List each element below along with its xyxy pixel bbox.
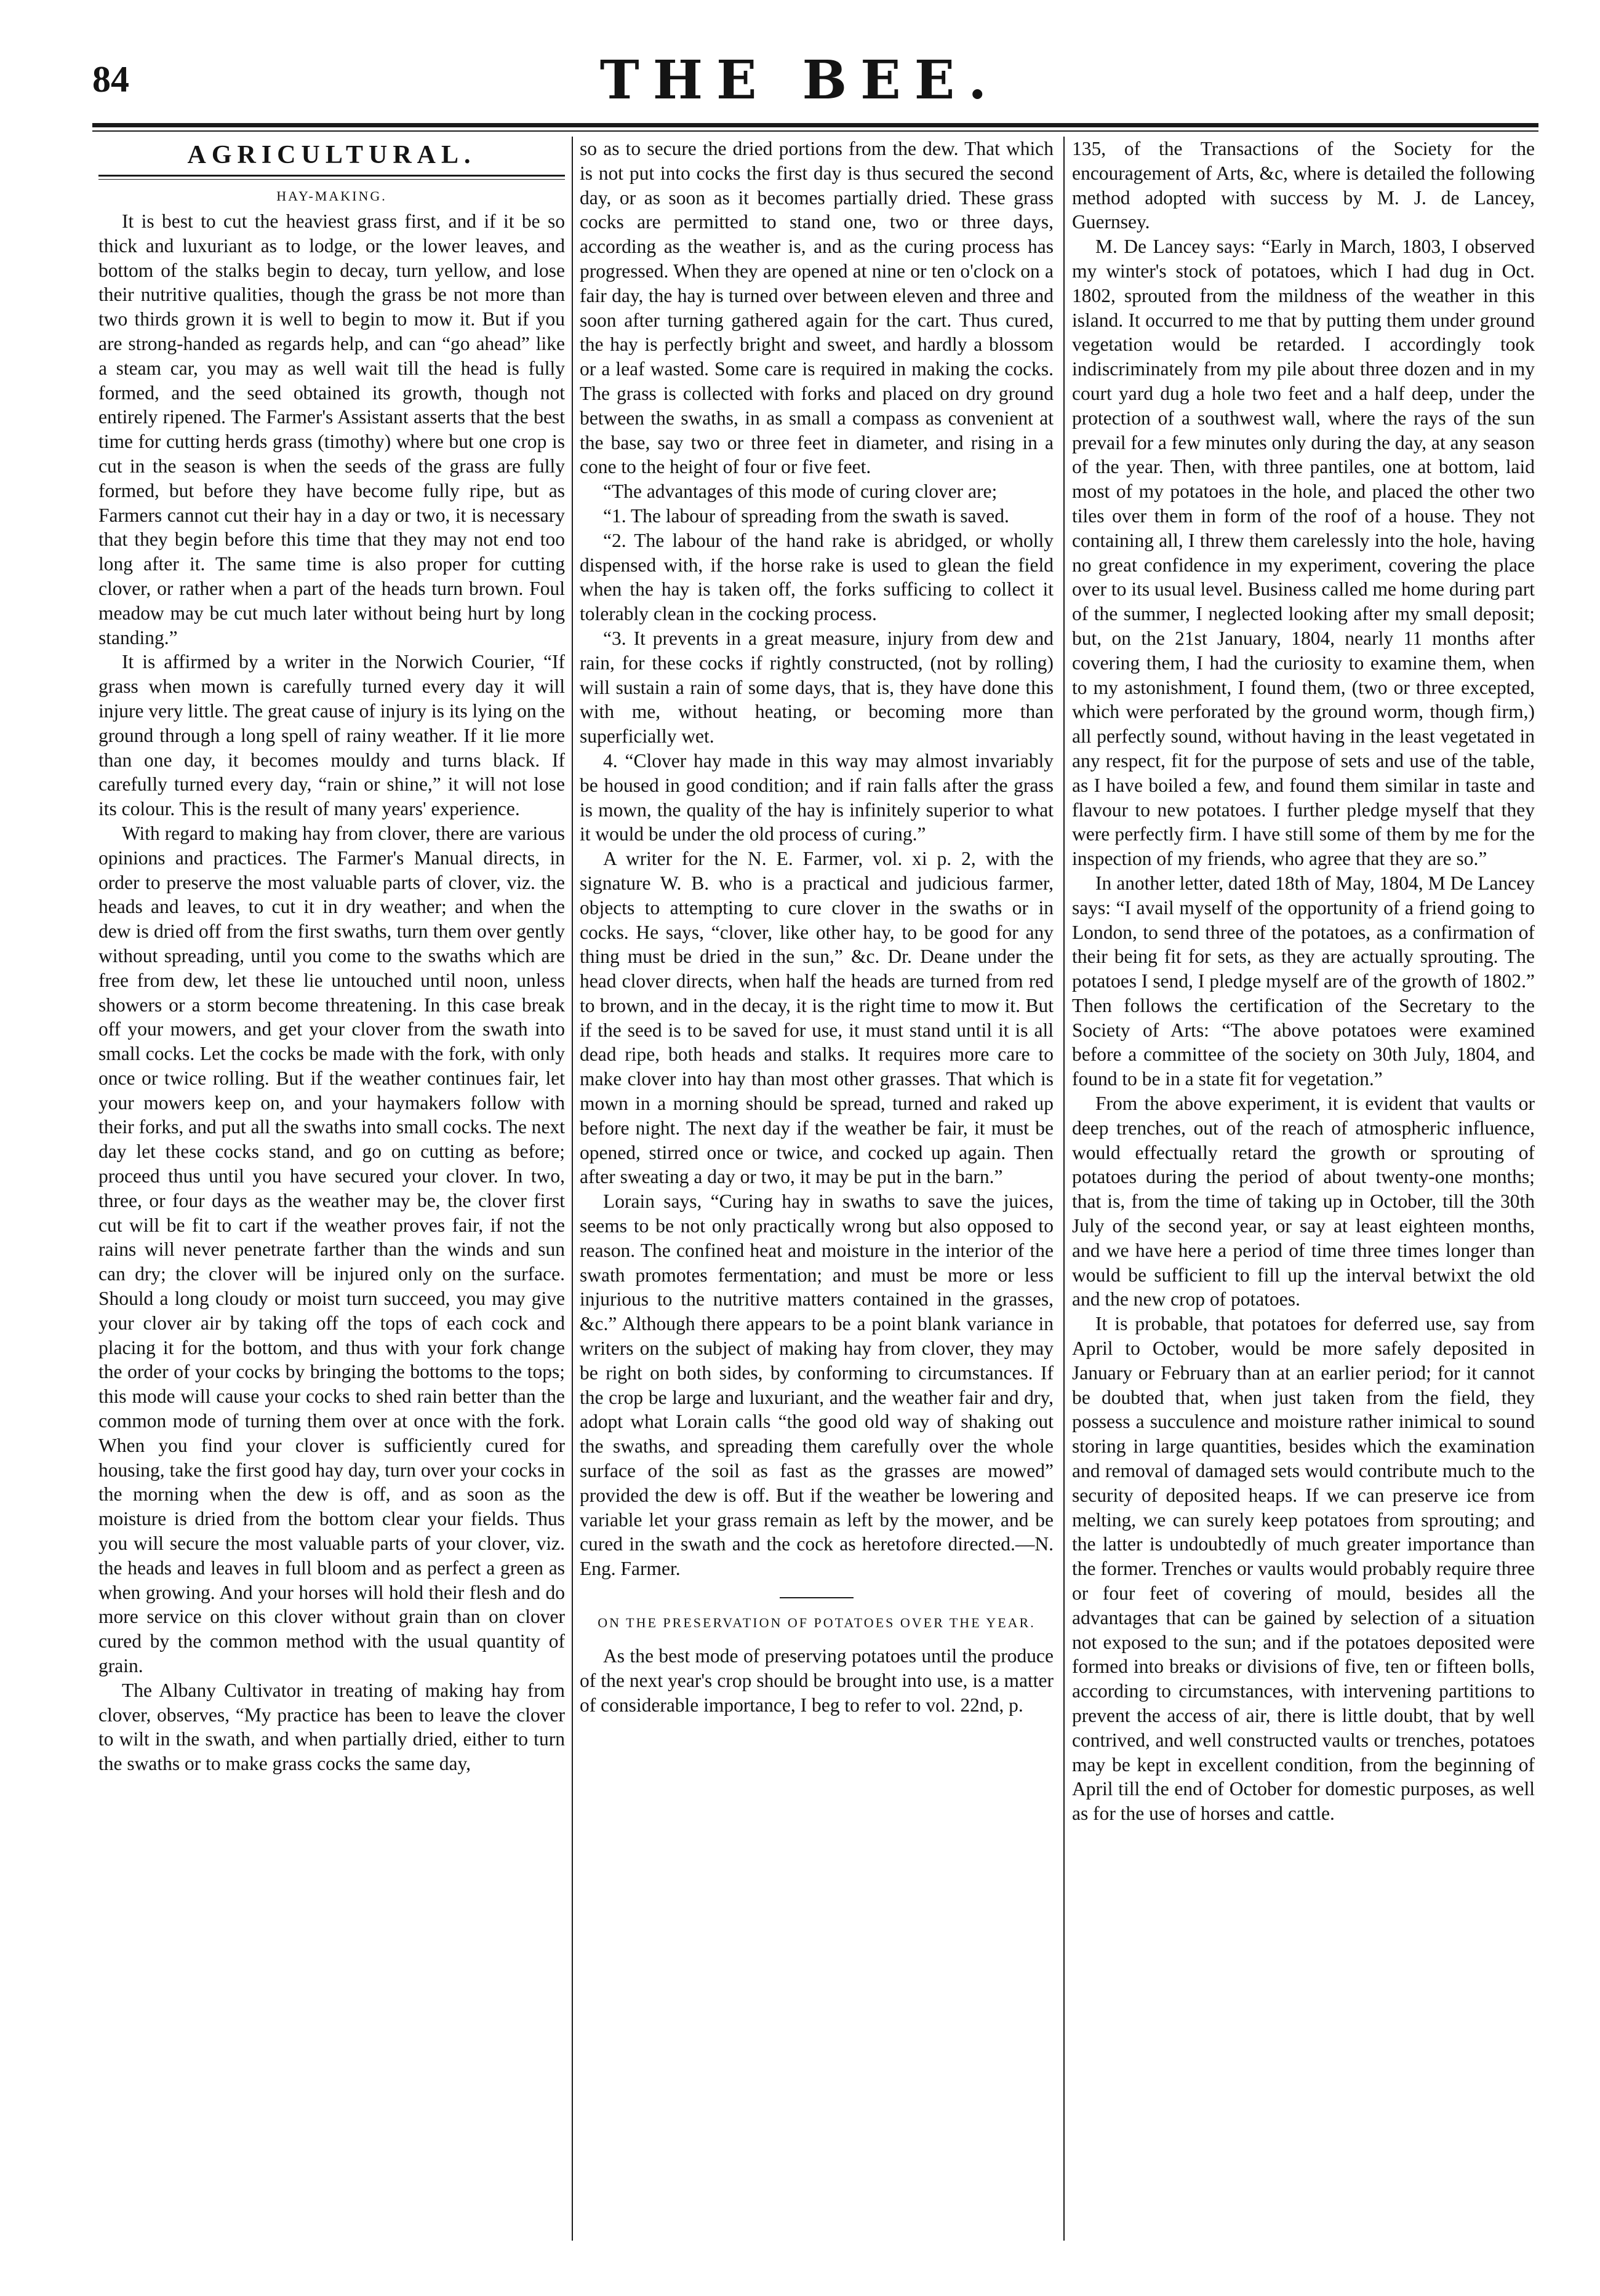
- column-divider-2: [1063, 137, 1065, 2241]
- paragraph: The Albany Cultivator in treating of making hay from clover, observes, “My practice has been to leave the clover to wilt in the swath, and when partially dried, either to turn the swaths or to make grass cocks the same day,: [98, 1679, 565, 1775]
- paragraph: It is probable, that potatoes for deferred use, say from April to October, would be more safely deposited in January or February than at an earlier period; for it cannot be doubted that, when just taken from the field, they possess a succulence and moisture rather inimical to sound storing in large quantities, besides which the examination and removal of damaged sets would contribute much to the security of deposited heaps. If we can preserve ice from melting, we can surely keep potatoes from sprouting; and the latter is undoubtedly of much greater importance than the former. Trenches or vaults would probably require three or four feet of covering of mould, besides all the advantages that can be gained by selection of a situation not exposed to the sun; and if the potatoes deposited were formed into breaks or divisions of five, ten or fifteen bolls, according to circumstances, with intervening partitions to prevent the access of air, there is little doubt, that by well contrived, and well constructed vaults or trenches, potatoes may be kept in excellent condition, from the beginning of April till the end of October for domestic purposes, as well as for the use of horses and cattle.: [1072, 1313, 1535, 1825]
- column-3: [1072, 137, 1535, 2241]
- article-separator: [780, 1597, 854, 1598]
- paragraph: Lorain says, “Curing hay in swaths to save the juices, seems to be not only practically wrong but also opposed to reason. The confined heat and moisture in the interior of the swath promotes fermentation; and must be more or less injurious to the nutritive matters contained in the grasses, &c.” Although there appears to be a point blank variance in writers on the subject of making hay from clover, they may be right on both sides, by conforming to circumstances. If the crop be large and luxuriant, and the weather fair and dry, adopt what Lorain calls “the good old way of shaking out the swaths, and spreading them carefully over the whole surface of the soil as fast as the grasses are mowed” provided the dew is off. But if the weather be lowering and variable let your grass remain as left by the mower, and be cured in the swath and the cock as heretofore directed.—N. Eng. Farmer.: [580, 1190, 1054, 1580]
- paragraph: “3. It prevents in a great measure, injury from dew and rain, for these cocks if rightly constructed, (not by rolling) will sustain a rain of some days, that is, they have done this with me, without heating, or becoming more than superficially wet.: [580, 627, 1054, 747]
- paragraph: “The advantages of this mode of curing clover are;: [603, 480, 998, 503]
- paragraph: As the best mode of preserving potatoes until the produce of the next year's crop should be brought into use, is a matter of considerable importance, I beg to refer to vol. 22nd, p.: [580, 1645, 1054, 1716]
- paragraph: 4. “Clover hay made in this way may almost invariably be housed in good condition; and if rain falls after the grass is mown, the quality of the hay is infinitely superior to what it would be under the old process of curing.”: [580, 749, 1054, 845]
- paragraph: “2. The labour of the hand rake is abridged, or wholly dispensed with, if the horse rake is used to glean the field when the hay is taken off, the forks sufficing to collect it tolerably clean in the cocking process.: [580, 529, 1054, 625]
- paragraph: From the above experiment, it is evident that vaults or deep trenches, out of the reach of atmospheric influence, would effectually retard the growth or sprouting of potatoes during the period of about twenty-one months; that is, from the time of taking up in October, till the 30th July of the second year, or say at least eighteen months, and we have here a period of time three times longer than would be sufficient to fill up the interval betwixt the old and the new crop of potatoes.: [1072, 1093, 1535, 1310]
- paragraph: In another letter, dated 18th of May, 1804, M De Lancey says: “I avail myself of the opportunity of a friend going to London, to send three of the potatoes, as a confirmation of their being fit for sets, as they are actually sprouting. The potatoes I send, I pledge myself are of the growth of 1802.” Then follows the certification of the Secretary to the Society of Arts: “The above potatoes were examined before a committee of the society on 30th July, 1804, and found to be in a state fit for vegetation.”: [1072, 872, 1535, 1090]
- column-2: [580, 137, 1054, 2241]
- column-divider-1: [572, 137, 573, 2241]
- article-subheading: HAY-MAKING.: [276, 188, 387, 204]
- potatoes-article-heading: ON THE PRESERVATION OF POTATOES OVER THE YEAR.: [598, 1615, 1036, 1631]
- page-number: 84: [92, 59, 129, 100]
- paragraph: so as to secure the dried portions from the dew. That which is not put into cocks the first day is thus secured the second day, or as soon as it becomes partially dried. These grass cocks are permitted to stand one, two or three days, according as the weather is, and as the curing process has progressed. When they are opened at nine or ten o'clock on a fair day, the hay is turned over between eleven and three and soon after turning gathered again for the cart. Thus cured, the hay is perfectly bright and sweet, and hardly a blossom or a leaf wasted. Some care is required in making the cocks. The grass is collected with forks and placed on dry ground between the swaths, in as small a compass as convenient at the base, say two or three feet in diameter, and rising in a cone to the height of four or five feet.: [580, 138, 1054, 478]
- paragraph: With regard to making hay from clover, there are various opinions and practices. The Farmer's Manual directs, in order to preserve the most valuable parts of clover, viz. the heads and leaves, to cut it in dry weather; and when the dew is dried off from the first swaths, turn them over gently without spreading, until you come to the swaths which are free from dew, let these lie untouched until noon, unless showers or a storm become threatening. In this case break off your mowers, and get your clover from the swath into small cocks. Let the cocks be made with the fork, with only once or twice rolling. But if the weather continues fair, let your mowers keep on, and your haymakers follow with their forks, and put all the swaths into small cocks. The next day let these cocks stand, and go on cutting as before; proceed thus until you have secured your clover. In two, three, or four days as the weather may be, the clover first cut will be fit to cart if the weather proves fair, if not the rains will never penetrate farther than the winds and sun can dry; the clover will be injured only on the surface. Should a long cloudy or moist turn succeed, you may give your clover air by taking off the tops of each cock and placing it for the bottom, and thus with your fork change the order of your cocks by bringing the bottoms to the tops; this mode will cause your cocks to shed rain better than the common mode of turning them over at once with the fork. When you find your clover is sufficiently cured for housing, take the first good hay day, turn over your cocks in the morning when the dew is off, and as soon as the moisture is dried from the bottom clear your fields. Thus you will secure the most valuable parts of your clover, viz. the heads and leaves in full bloom and as perfect a green as when growing. And your horses will hold their flesh and do more service on this clover without grain than on clover cured by the common method with the usual quantity of grain.: [98, 822, 565, 1677]
- header-rule: [92, 123, 1538, 127]
- paragraph: 135, of the Transactions of the Society for the encouragement of Arts, &c, where is detailed the following method adopted with success by M. J. de Lancey, Guernsey.: [1072, 138, 1535, 233]
- section-rule: [98, 175, 565, 180]
- section-title: AGRICULTURAL.: [187, 141, 476, 169]
- paragraph: A writer for the N. E. Farmer, vol. xi p. 2, with the signature W. B. who is a practical and judicious farmer, objects to attempting to cure clover in the swaths or in cocks. He says, “clover, like other hay, to be good for any thing must be dried in the sun,” &c. Dr. Deane under the head clover directs, when half the heads are turned from red to brown, and in the decay, it is the right time to mow it. But if the seed is to be saved for use, it must stand until it is all dead ripe, both heads and stalks. It requires more care to make clover into hay than most other grasses. That which is mown in a morning should be spread, turned and raked up before night. The next day if the weather be fair, it must be opened, stirred once or twice, and cocked up again. Then after sweating a day or two, it may be put in the barn.”: [580, 848, 1054, 1188]
- paragraph: “1. The labour of spreading from the swath is saved.: [603, 504, 1009, 527]
- masthead-title: THE BEE.: [599, 49, 1001, 111]
- paragraph: It is affirmed by a writer in the Norwich Courier, “If grass when mown is carefully turned every day it will injure very little. The great cause of injury is its lying on the ground through a long spell of rainy weather. If it lie more than one day, it becomes mouldy and turns black. If carefully turned every day, “rain or shine,” it will not lose its colour. This is the result of many years' experience.: [98, 651, 565, 820]
- column-1: [98, 137, 565, 2241]
- paragraph: It is best to cut the heaviest grass first, and if it be so thick and luxuriant as to lodge, or the lower leaves, and bottom of the stalks begin to decay, turn yellow, and lose their nutritive qualities, though the grass be not more than two thirds grown it is well to begin to mow it. But if you are strong-handed as regards help, and can “go ahead” like a steam car, you may as well wait till the head is fully formed, and the seed obtained its growth, though not entirely ripened. The Farmer's Assistant asserts that the best time for cutting herds grass (timothy) where but one crop is cut in the season is when the seeds of the grass are fully formed, but before they have become fully ripe, but as Farmers cannot cut their hay in a day or two, it is necessary that they begin before this time that they may not end too long after it. The same time is also proper for cutting clover, or rather when a part of the heads turn brown. Foul meadow may be cut much later without being hurt by long standing.”: [98, 210, 565, 648]
- paragraph: M. De Lancey says: “Early in March, 1803, I observed my winter's stock of potatoes, which I had dug in Oct. 1802, sprouted from the mildness of the weather in this island. It occurred to me that by putting them under ground vegetation would be retarded. I accordingly took indiscriminately from my pile about three dozen and in my court yard dug a hole two feet and a half deep, under the protection of a southwest wall, where the rays of the sun prevail for a few minutes only during the day, at any season of the year. Then, with three pantiles, one at bottom, laid most of my potatoes in the hole, and placed the other two tiles over them in form of the roof of a house. They not containing all, I threw them carelessly into the hole, having no great confidence in my experiment, covering the place over to its usual level. Business called me home during part of the summer, I neglected looking after my small deposit; but, on the 21st January, 1804, nearly 11 months after covering them, I had the curiosity to examine them, when to my astonishment, I found them, (two or three excepted, which were perforated by the ground worm, though firm,) all perfectly sound, without having in the least vegetated in any respect, fit for the purpose of sets and use of the table, as I have boiled a few, and found them similar in taste and flavour to new potatoes. I further pledge myself that they were perfectly firm. I have still some of them by me for the inspection of my friends, who agree that they are so.”: [1072, 236, 1535, 870]
- header-rule-thin: [92, 130, 1538, 132]
